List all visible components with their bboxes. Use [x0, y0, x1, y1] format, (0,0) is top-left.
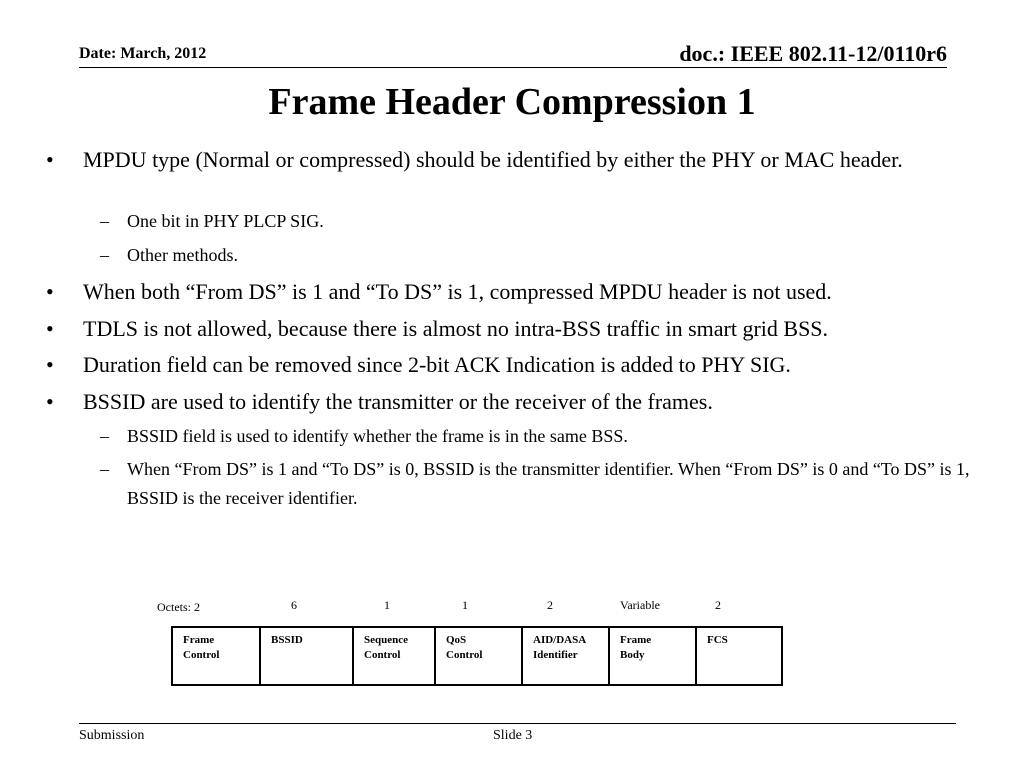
field-sequence-control [353, 627, 435, 685]
octet-label: 6 [291, 598, 297, 612]
field-label-line2: Control [364, 649, 401, 661]
frame-format-table [171, 626, 783, 686]
field-label-line1: Frame [183, 634, 215, 646]
footer-submission: Submission [79, 728, 145, 743]
header-date: Date: March, 2012 [79, 45, 207, 62]
field-label-line1: FCS [707, 634, 728, 646]
field-bssid [260, 627, 353, 685]
bullet-marker: • [46, 352, 54, 377]
octet-label: Variable [620, 598, 660, 612]
header-divider [79, 67, 947, 68]
field-label-line1: Sequence [364, 634, 408, 646]
field-label-line1: Frame [620, 634, 652, 646]
header-doc-id: doc.: IEEE 802.11-12/0110r6 [679, 41, 947, 66]
bullet-text: BSSID field is used to identify whether the frame is in the same BSS. [127, 426, 628, 446]
octet-label: 1 [462, 598, 468, 612]
field-label-line1: BSSID [271, 634, 303, 646]
bullet-text: BSSID are used to identify the transmitter or the receiver of the frames. [83, 389, 713, 414]
field-label-line2: Body [620, 649, 645, 661]
field-label-line1: AID/DASA [533, 634, 587, 646]
octet-label: Octets: 2 [157, 600, 200, 614]
octet-label: 2 [547, 598, 553, 612]
bullet-text: Duration field can be removed since 2-bit ACK Indication is added to PHY SIG. [83, 352, 791, 377]
field-frame-control [172, 627, 260, 685]
field-label-line1: QoS [446, 634, 467, 646]
bullet-text: One bit in PHY PLCP SIG. [127, 211, 324, 231]
bullet-marker: • [46, 147, 54, 172]
slide-number: Slide 3 [493, 728, 533, 743]
field-label-line2: Identifier [533, 649, 578, 661]
field-frame-body [609, 627, 696, 685]
octet-label: 2 [715, 598, 721, 612]
field-qos-control [435, 627, 522, 685]
bullet-text: MPDU type (Normal or compressed) should be identified by either the PHY or MAC header. [83, 147, 903, 172]
bullet-text: Other methods. [127, 245, 238, 265]
bullet-marker: – [100, 245, 109, 265]
bullet-marker: • [46, 389, 54, 414]
bullet-marker: • [46, 316, 54, 341]
field-label-line2: Control [183, 649, 220, 661]
slide-title: Frame Header Compression 1 [268, 81, 756, 123]
table-row [172, 627, 782, 685]
field-aid-dasa-identifier [522, 627, 609, 685]
field-fcs [696, 627, 782, 685]
octet-label: 1 [384, 598, 390, 612]
bullet-text: TDLS is not allowed, because there is almost no intra-BSS traffic in smart grid BSS. [83, 316, 829, 341]
bullet-marker: – [100, 211, 109, 231]
bullet-marker: – [100, 426, 109, 446]
bullet-text: When “From DS” is 1 and “To DS” is 0, BSSID is the transmitter identifier. When “From DS” is 0 and “To DS” is 1, BSSID is the receiver identifier. [127, 459, 970, 508]
footer-divider [79, 723, 956, 724]
bullet-marker: • [46, 279, 54, 304]
bullet-text: When both “From DS” is 1 and “To DS” is 1, compressed MPDU header is not used. [83, 279, 832, 304]
bullet-marker: – [100, 459, 109, 479]
field-label-line2: Control [446, 649, 483, 661]
